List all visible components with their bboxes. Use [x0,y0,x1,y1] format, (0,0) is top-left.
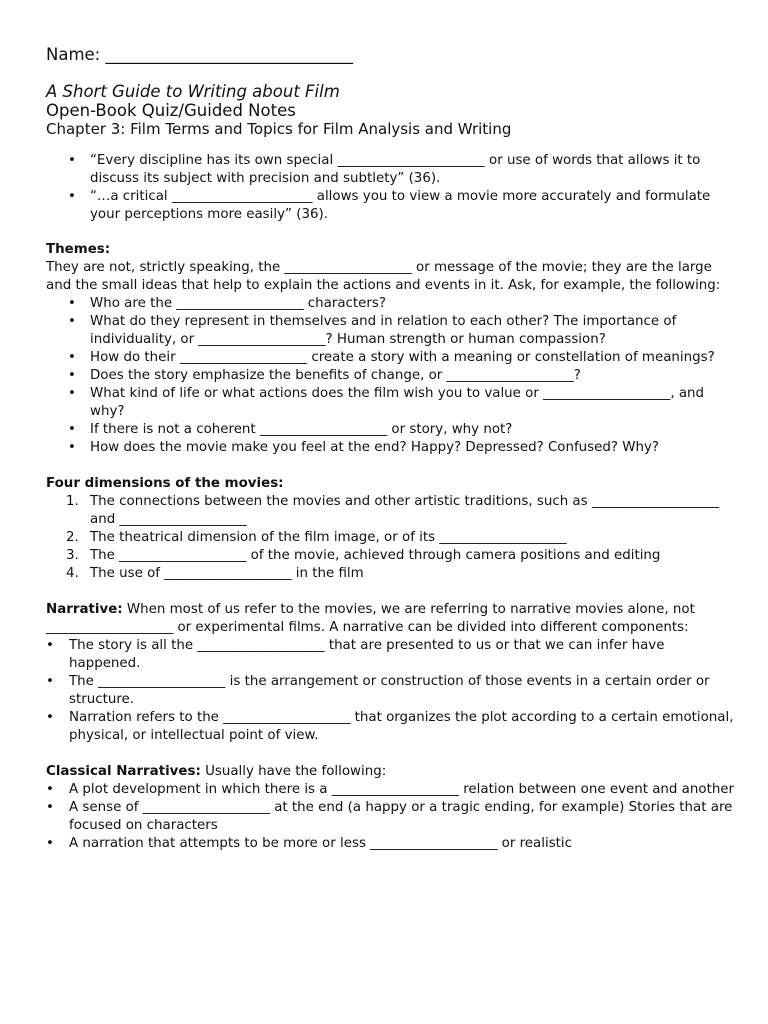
list-number: 4. [66,566,79,581]
list-text: The theatrical dimension of the film image, or of its ___________________ [90,530,567,545]
list-item: • Who are the ___________________ characters? [46,295,736,313]
list-text: The connections between the movies and other artistic traditions, such as ___________________ and ___________________ [90,494,720,527]
list-item: • A plot development in which there is a ___________________ relation between one event and another [46,781,736,799]
narrative-paragraph [46,601,736,637]
classical-bullet-list [46,781,736,853]
intro-bullet-list [46,152,736,224]
themes-heading: Themes: [46,242,111,257]
list-item: • The story is all the ___________________ that are presented to us or that we can infer have happened. [46,637,736,673]
list-text: The use of ___________________ in the film [90,566,364,581]
list-item: • Does the story emphasize the benefits of change, or ___________________? [46,367,736,385]
list-item [46,529,736,547]
list-item: • A narration that attempts to be more or less ___________________ or realistic [46,835,736,853]
list-item [46,493,736,529]
classical-intro: Usually have the following: [200,764,387,779]
list-item: • What kind of life or what actions does the film wish you to value or ___________________, and why? [46,385,736,421]
list-item [46,565,736,583]
list-item: • If there is not a coherent ___________________ or story, why not? [46,421,736,439]
list-item: • How does the movie make you feel at the end? Happy? Depressed? Confused? Why? [46,439,736,457]
themes-bullet-list [46,295,736,457]
narrative-heading: Narrative: [46,602,123,617]
list-item [46,547,736,565]
narrative-intro: When most of us refer to the movies, we are referring to narrative movies alone, not ___________________ or experimental films. A narrative can be divided into different components: [46,602,695,635]
narrative-bullet-list [46,637,736,745]
list-text: The ___________________ of the movie, achieved through camera positions and editing [90,548,661,563]
list-number: 2. [66,530,79,545]
list-item: • The ___________________ is the arrangement or construction of those events in a certain order or structure. [46,673,736,709]
classical-paragraph [46,763,736,781]
dimensions-heading: Four dimensions of the movies: [46,476,284,491]
list-item: • “Every discipline has its own special ______________________ or use of words that allows it to discuss its subject with precision and subtlety” (36). [46,152,736,188]
list-item: • What do they represent in themselves and in relation to each other? The importance of individuality, or ___________________? Human strength or human compassion? [46,313,736,349]
name-field[interactable]: Name: ______________________________ [46,45,353,64]
themes-intro: They are not, strictly speaking, the ___________________ or message of the movie; they are the large and the small ideas that help to explain the actions and events in it. Ask, for example, the following: [46,260,721,293]
list-number: 1. [66,494,79,509]
list-item: • Narration refers to the ___________________ that organizes the plot according to a certain emotional, physical, or intellectual point of view. [46,709,736,745]
list-number: 3. [66,548,79,563]
worksheet-page [46,44,736,853]
classical-heading: Classical Narratives: [46,764,201,779]
list-item: • “…a critical _____________________ allows you to view a movie more accurately and formulate your perceptions more easily” (36). [46,188,736,224]
list-item: • A sense of ___________________ at the end (a happy or a tragic ending, for example) Stories that are focused on characters [46,799,736,835]
list-item: • How do their ___________________ create a story with a meaning or constellation of meanings? [46,349,736,367]
dimensions-numbered-list [46,493,736,583]
document-subtitle: Open-Book Quiz/Guided Notes [46,101,296,120]
document-title: A Short Guide to Writing about Film [46,82,340,101]
chapter-heading: Chapter 3: Film Terms and Topics for Film Analysis and Writing [46,120,512,138]
